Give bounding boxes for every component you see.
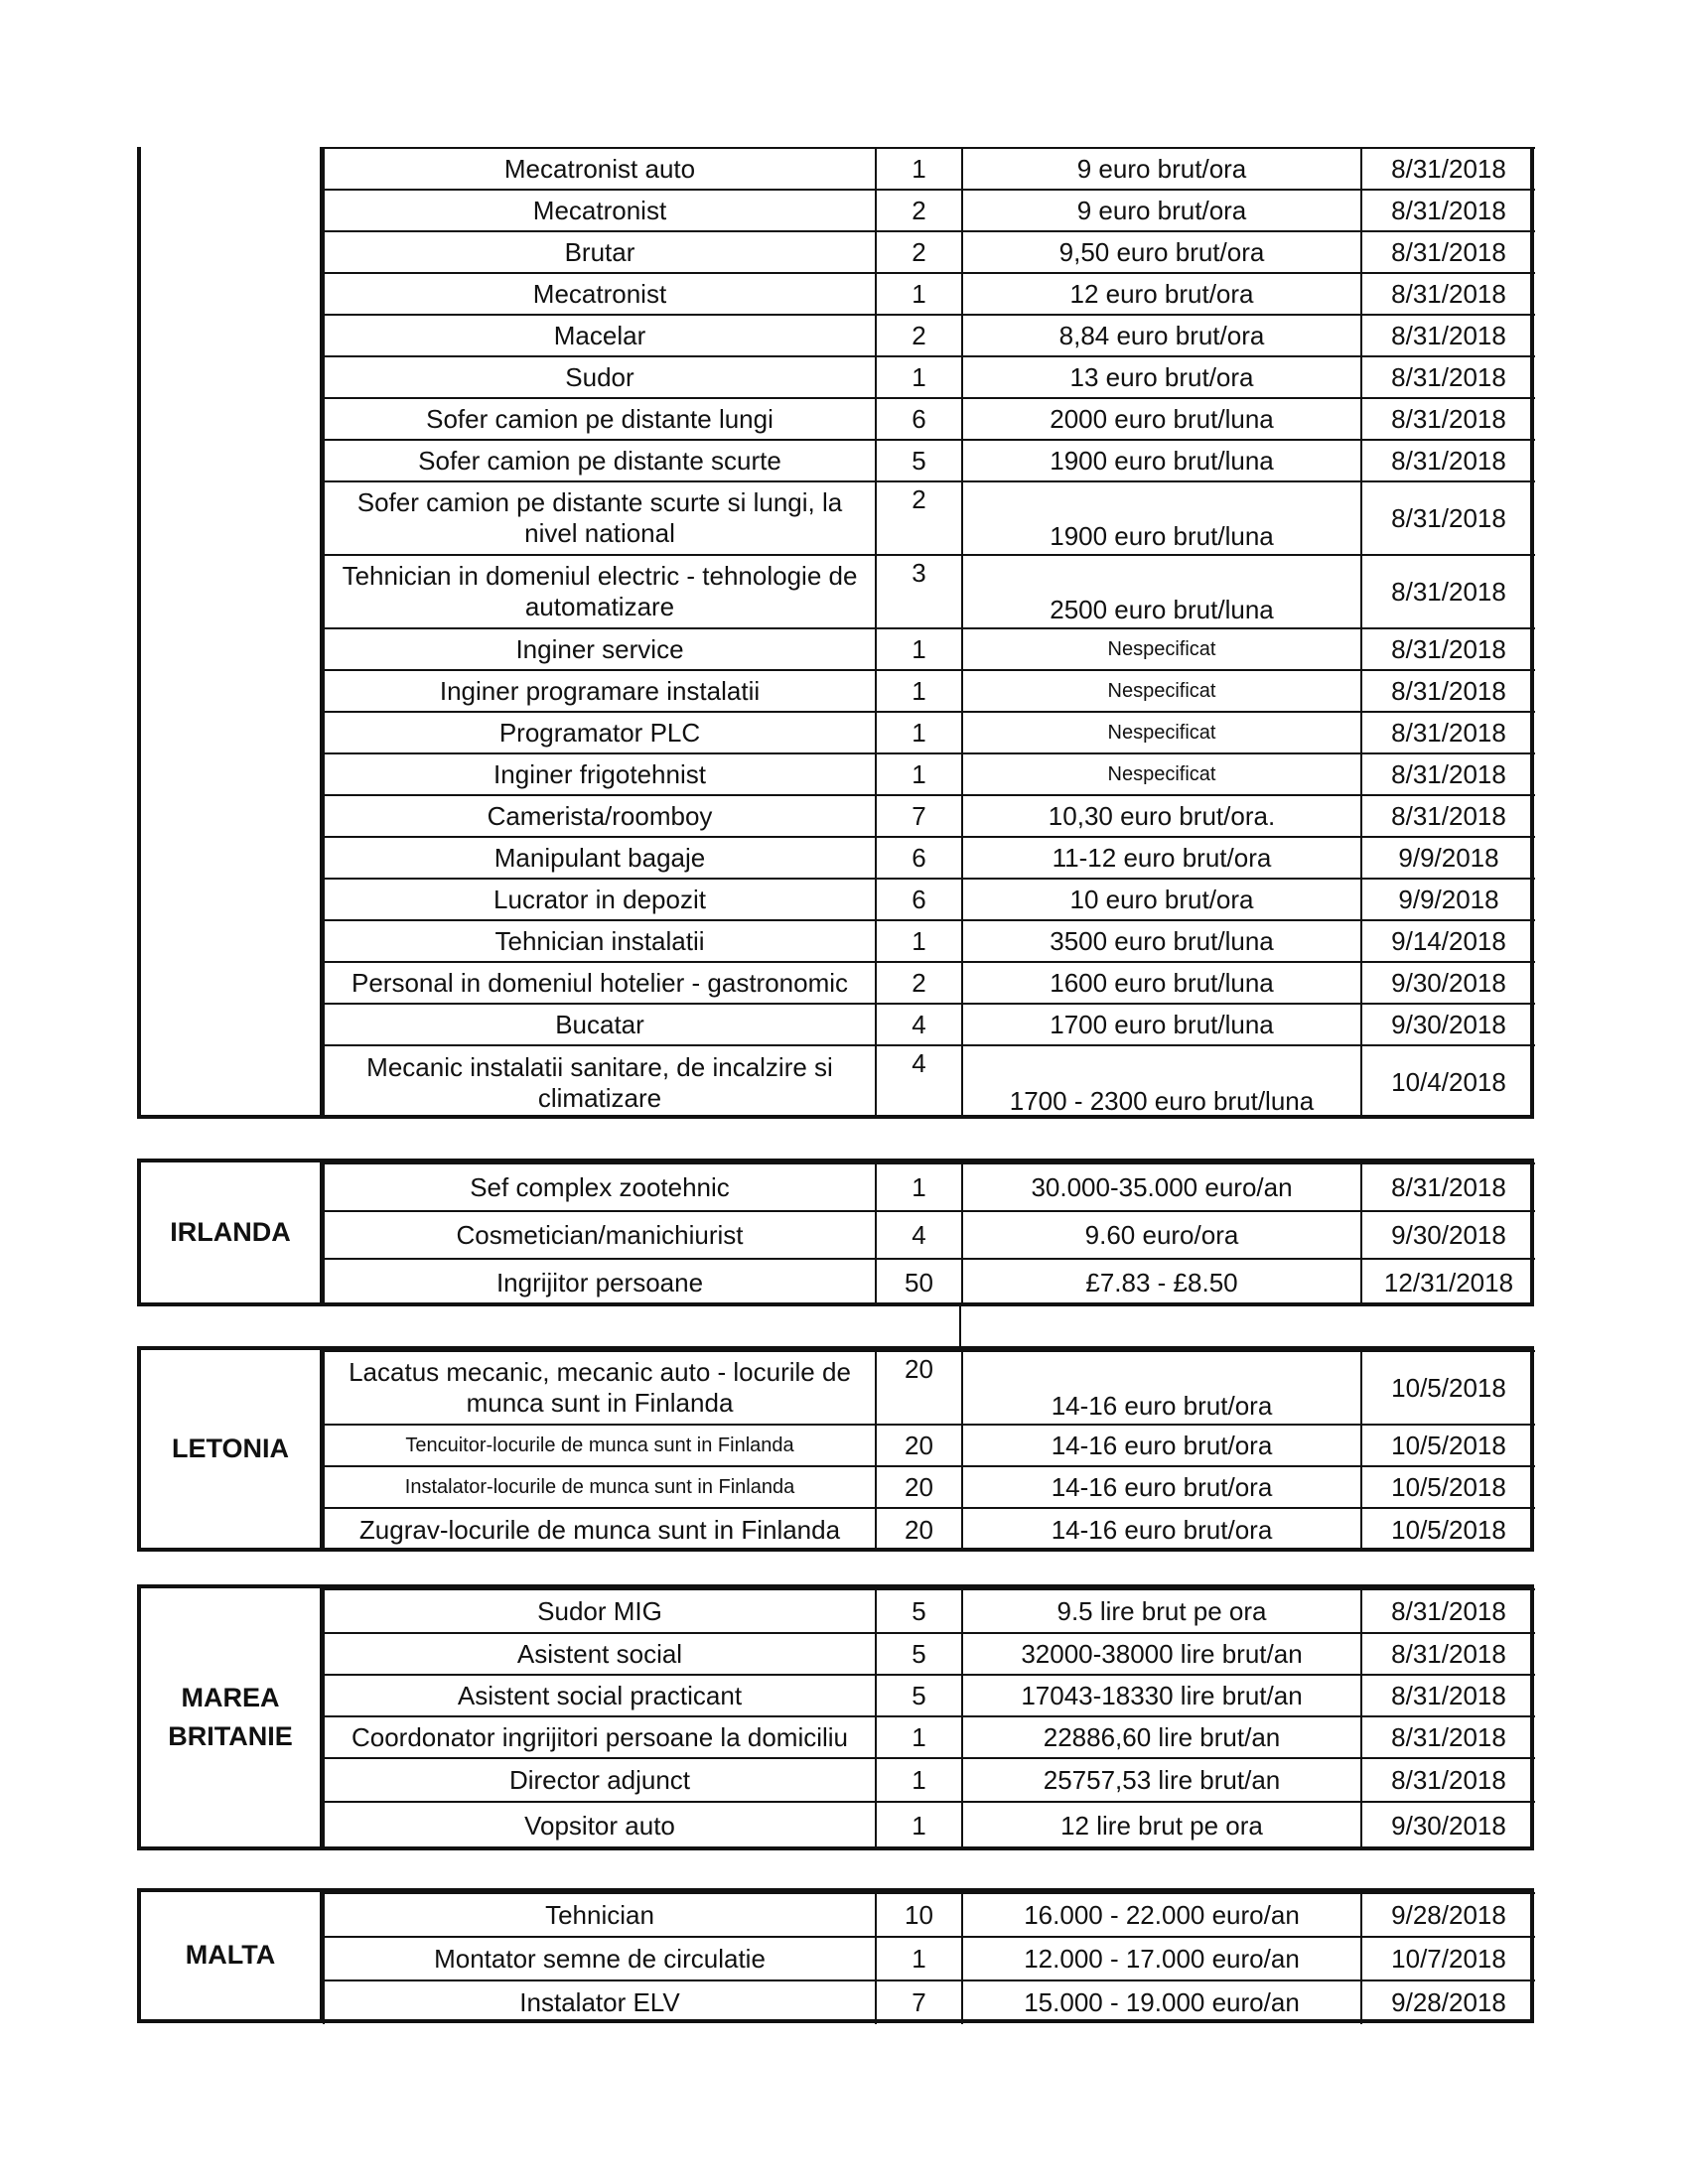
count-cell: 6: [876, 879, 962, 920]
count-cell: 7: [876, 795, 962, 837]
job-cell: Instalator ELV: [324, 1980, 876, 2024]
table-row: [324, 1893, 1535, 1937]
table-row: [324, 1675, 1535, 1716]
date-cell: 9/14/2018: [1361, 920, 1535, 962]
job-cell: Coordonator ingrijitori persoane la domiciliu: [324, 1716, 876, 1758]
date-cell: 8/31/2018: [1361, 1758, 1535, 1802]
date-cell: 8/31/2018: [1361, 1163, 1535, 1211]
salary-cell: 9,50 euro brut/ora: [962, 231, 1361, 273]
job-cell: Director adjunct: [324, 1758, 876, 1802]
table-row: [324, 1937, 1535, 1980]
job-cell: Sef complex zootehnic: [324, 1163, 876, 1211]
job-cell: Lucrator in depozit: [324, 879, 876, 920]
section-marea-britanie: [137, 1584, 1534, 1850]
count-cell: 1: [876, 273, 962, 315]
country-label: [141, 1588, 323, 1846]
table-row: [324, 795, 1535, 837]
job-cell: Lacatus mecanic, mecanic auto - locurile de munca sunt in Finlanda: [324, 1351, 876, 1425]
salary-cell: 8,84 euro brut/ora: [962, 315, 1361, 356]
table-row: [324, 1980, 1535, 2024]
job-cell: Programator PLC: [324, 712, 876, 753]
jobs-table: [323, 1350, 1535, 1552]
country-label-line1: MAREA: [181, 1682, 280, 1712]
table-row: [324, 962, 1535, 1004]
job-cell: Cosmetician/manichiurist: [324, 1211, 876, 1259]
date-cell: 8/31/2018: [1361, 190, 1535, 231]
date-cell: 8/31/2018: [1361, 712, 1535, 753]
salary-cell: 14-16 euro brut/ora: [962, 1508, 1361, 1552]
salary-cell: 14-16 euro brut/ora: [962, 1466, 1361, 1508]
count-cell: 5: [876, 440, 962, 481]
table-row: [324, 1758, 1535, 1802]
count-cell: 20: [876, 1466, 962, 1508]
salary-cell: 9.5 lire brut pe ora: [962, 1589, 1361, 1633]
date-cell: 8/31/2018: [1361, 356, 1535, 398]
job-cell: Inginer frigotehnist: [324, 753, 876, 795]
count-cell: 20: [876, 1351, 962, 1425]
table-row: [324, 879, 1535, 920]
salary-cell: 14-16 euro brut/ora: [962, 1351, 1361, 1425]
jobs-table: [323, 1162, 1535, 1306]
salary-cell: 1600 euro brut/luna: [962, 962, 1361, 1004]
date-cell: 8/31/2018: [1361, 1675, 1535, 1716]
count-cell: 4: [876, 1045, 962, 1119]
date-cell: 8/31/2018: [1361, 795, 1535, 837]
job-cell: Camerista/roomboy: [324, 795, 876, 837]
salary-cell: 13 euro brut/ora: [962, 356, 1361, 398]
salary-cell: 2500 euro brut/luna: [962, 555, 1361, 628]
country-label: LETONIA: [141, 1350, 323, 1548]
job-cell: Zugrav-locurile de munca sunt in Finlanda: [324, 1508, 876, 1552]
jobs-table: [323, 1892, 1535, 2024]
date-cell: 9/28/2018: [1361, 1980, 1535, 2024]
count-cell: 20: [876, 1425, 962, 1466]
table-row: [324, 555, 1535, 628]
salary-cell: 17043-18330 lire brut/an: [962, 1675, 1361, 1716]
salary-cell: 2000 euro brut/luna: [962, 398, 1361, 440]
salary-cell: 12 lire brut pe ora: [962, 1802, 1361, 1849]
date-cell: 9/28/2018: [1361, 1893, 1535, 1937]
job-cell: Asistent social practicant: [324, 1675, 876, 1716]
salary-cell: 25757,53 lire brut/an: [962, 1758, 1361, 1802]
table-row: [324, 356, 1535, 398]
count-cell: 5: [876, 1633, 962, 1675]
count-cell: 5: [876, 1675, 962, 1716]
count-cell: 1: [876, 920, 962, 962]
salary-cell: 1700 euro brut/luna: [962, 1004, 1361, 1045]
table-row: [324, 315, 1535, 356]
salary-cell: 1700 - 2300 euro brut/luna: [962, 1045, 1361, 1119]
table-row: [324, 1589, 1535, 1633]
date-cell: 9/30/2018: [1361, 1004, 1535, 1045]
count-cell: 2: [876, 231, 962, 273]
jobs-table: [323, 1588, 1535, 1849]
salary-cell: Nespecificat: [962, 628, 1361, 670]
table-row: [324, 1045, 1535, 1119]
table-row: [324, 1802, 1535, 1849]
job-cell: Mecatronist auto: [324, 148, 876, 190]
date-cell: 8/31/2018: [1361, 148, 1535, 190]
date-cell: 8/31/2018: [1361, 1633, 1535, 1675]
job-cell: Tehnician instalatii: [324, 920, 876, 962]
date-cell: 12/31/2018: [1361, 1259, 1535, 1306]
job-cell: Sofer camion pe distante lungi: [324, 398, 876, 440]
date-cell: 10/5/2018: [1361, 1351, 1535, 1425]
salary-cell: 10,30 euro brut/ora.: [962, 795, 1361, 837]
table-row: [324, 1716, 1535, 1758]
job-cell: Mecatronist: [324, 273, 876, 315]
count-cell: 1: [876, 148, 962, 190]
job-cell: Ingrijitor persoane: [324, 1259, 876, 1306]
count-cell: 50: [876, 1259, 962, 1306]
job-cell: Personal in domeniul hotelier - gastronomic: [324, 962, 876, 1004]
table-row: [324, 837, 1535, 879]
date-cell: 9/9/2018: [1361, 837, 1535, 879]
job-cell: Tencuitor-locurile de munca sunt in Finlanda: [324, 1425, 876, 1466]
count-cell: 6: [876, 398, 962, 440]
salary-cell: 15.000 - 19.000 euro/an: [962, 1980, 1361, 2024]
salary-cell: 32000-38000 lire brut/an: [962, 1633, 1361, 1675]
date-cell: 10/7/2018: [1361, 1937, 1535, 1980]
count-cell: 1: [876, 1716, 962, 1758]
job-cell: Tehnician in domeniul electric - tehnologie de automatizare: [324, 555, 876, 628]
job-cell: Asistent social: [324, 1633, 876, 1675]
date-cell: 8/31/2018: [1361, 315, 1535, 356]
table-row: [324, 670, 1535, 712]
salary-cell: 16.000 - 22.000 euro/an: [962, 1893, 1361, 1937]
count-cell: 1: [876, 1758, 962, 1802]
job-cell: Sudor: [324, 356, 876, 398]
job-cell: Inginer service: [324, 628, 876, 670]
count-cell: 2: [876, 481, 962, 555]
jobs-table: [323, 147, 1535, 1119]
salary-cell: 9 euro brut/ora: [962, 190, 1361, 231]
count-cell: 1: [876, 1937, 962, 1980]
count-cell: 7: [876, 1980, 962, 2024]
salary-cell: 10 euro brut/ora: [962, 879, 1361, 920]
job-cell: Vopsitor auto: [324, 1802, 876, 1849]
salary-cell: Nespecificat: [962, 712, 1361, 753]
count-cell: 2: [876, 962, 962, 1004]
table-row: [324, 712, 1535, 753]
salary-cell: 3500 euro brut/luna: [962, 920, 1361, 962]
count-cell: 5: [876, 1589, 962, 1633]
date-cell: 9/30/2018: [1361, 1802, 1535, 1849]
job-cell: Bucatar: [324, 1004, 876, 1045]
count-cell: 1: [876, 753, 962, 795]
table-row: [324, 440, 1535, 481]
section-letonia: [137, 1346, 1534, 1552]
date-cell: 8/31/2018: [1361, 440, 1535, 481]
table-row: [324, 1259, 1535, 1306]
salary-cell: Nespecificat: [962, 753, 1361, 795]
date-cell: 9/9/2018: [1361, 879, 1535, 920]
job-cell: Sofer camion pe distante scurte si lungi, la nivel national: [324, 481, 876, 555]
date-cell: 8/31/2018: [1361, 273, 1535, 315]
count-cell: 2: [876, 190, 962, 231]
date-cell: 8/31/2018: [1361, 670, 1535, 712]
salary-cell: 14-16 euro brut/ora: [962, 1425, 1361, 1466]
country-label: MALTA: [141, 1892, 323, 2019]
table-row: [324, 231, 1535, 273]
count-cell: 1: [876, 356, 962, 398]
table-row: [324, 273, 1535, 315]
date-cell: 8/31/2018: [1361, 1716, 1535, 1758]
salary-cell: 9.60 euro/ora: [962, 1211, 1361, 1259]
column-divider: [959, 1306, 961, 1348]
date-cell: 8/31/2018: [1361, 1589, 1535, 1633]
date-cell: 8/31/2018: [1361, 555, 1535, 628]
date-cell: 10/5/2018: [1361, 1425, 1535, 1466]
section-malta: [137, 1888, 1534, 2023]
date-cell: 8/31/2018: [1361, 753, 1535, 795]
count-cell: 4: [876, 1211, 962, 1259]
date-cell: 8/31/2018: [1361, 231, 1535, 273]
salary-cell: 12 euro brut/ora: [962, 273, 1361, 315]
count-cell: 3: [876, 555, 962, 628]
job-cell: Mecanic instalatii sanitare, de incalzire si climatizare: [324, 1045, 876, 1119]
date-cell: 10/5/2018: [1361, 1466, 1535, 1508]
job-cell: Instalator-locurile de munca sunt in Finlanda: [324, 1466, 876, 1508]
salary-cell: Nespecificat: [962, 670, 1361, 712]
job-cell: Montator semne de circulatie: [324, 1937, 876, 1980]
table-row: [324, 628, 1535, 670]
country-label: IRLANDA: [141, 1162, 323, 1302]
count-cell: 1: [876, 628, 962, 670]
table-row: [324, 1425, 1535, 1466]
job-cell: Sudor MIG: [324, 1589, 876, 1633]
table-row: [324, 398, 1535, 440]
salary-cell: 1900 euro brut/luna: [962, 440, 1361, 481]
salary-cell: 30.000-35.000 euro/an: [962, 1163, 1361, 1211]
job-cell: Inginer programare instalatii: [324, 670, 876, 712]
table-row: [324, 1211, 1535, 1259]
table-row: [324, 1004, 1535, 1045]
table-row: [324, 1633, 1535, 1675]
salary-cell: £7.83 - £8.50: [962, 1259, 1361, 1306]
count-cell: 20: [876, 1508, 962, 1552]
date-cell: 8/31/2018: [1361, 628, 1535, 670]
count-cell: 4: [876, 1004, 962, 1045]
salary-cell: 22886,60 lire brut/an: [962, 1716, 1361, 1758]
count-cell: 2: [876, 315, 962, 356]
country-label-line2: BRITANIE: [168, 1721, 293, 1751]
section-irlanda: [137, 1159, 1534, 1306]
country-cell-empty: [141, 147, 323, 1115]
table-row: [324, 753, 1535, 795]
job-cell: Mecatronist: [324, 190, 876, 231]
table-row: [324, 1163, 1535, 1211]
date-cell: 8/31/2018: [1361, 481, 1535, 555]
count-cell: 10: [876, 1893, 962, 1937]
job-cell: Macelar: [324, 315, 876, 356]
salary-cell: 9 euro brut/ora: [962, 148, 1361, 190]
count-cell: 1: [876, 1802, 962, 1849]
table-row: [324, 1508, 1535, 1552]
salary-cell: 11-12 euro brut/ora: [962, 837, 1361, 879]
date-cell: 8/31/2018: [1361, 398, 1535, 440]
count-cell: 1: [876, 1163, 962, 1211]
count-cell: 1: [876, 670, 962, 712]
job-cell: Sofer camion pe distante scurte: [324, 440, 876, 481]
date-cell: 10/4/2018: [1361, 1045, 1535, 1119]
count-cell: 1: [876, 712, 962, 753]
date-cell: 9/30/2018: [1361, 1211, 1535, 1259]
table-row: [324, 190, 1535, 231]
table-row: [324, 920, 1535, 962]
table-row: [324, 481, 1535, 555]
table-row: [324, 1351, 1535, 1425]
table-row: [324, 148, 1535, 190]
date-cell: 10/5/2018: [1361, 1508, 1535, 1552]
job-cell: Tehnician: [324, 1893, 876, 1937]
job-cell: Manipulant bagaje: [324, 837, 876, 879]
salary-cell: 1900 euro brut/luna: [962, 481, 1361, 555]
jobs-table-continued: [137, 147, 1534, 1119]
job-cell: Brutar: [324, 231, 876, 273]
salary-cell: 12.000 - 17.000 euro/an: [962, 1937, 1361, 1980]
table-row: [324, 1466, 1535, 1508]
date-cell: 9/30/2018: [1361, 962, 1535, 1004]
count-cell: 6: [876, 837, 962, 879]
